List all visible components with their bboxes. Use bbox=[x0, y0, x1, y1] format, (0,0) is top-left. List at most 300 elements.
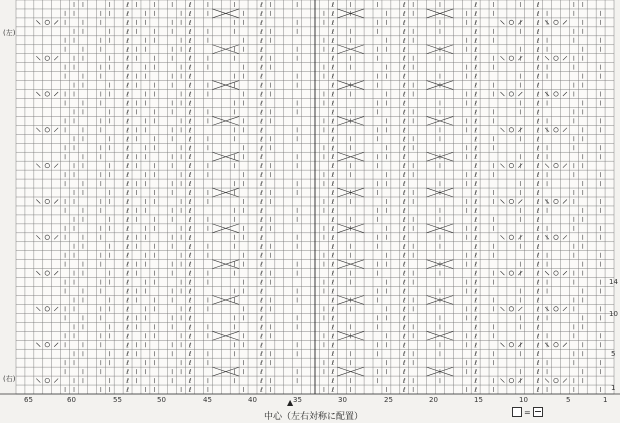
svg-text:ℓ: ℓ bbox=[536, 54, 540, 63]
svg-text:ℓ: ℓ bbox=[402, 108, 406, 117]
svg-text:ℓ: ℓ bbox=[126, 81, 129, 90]
svg-text:ℓ: ℓ bbox=[536, 242, 540, 251]
col-label-10: 10 bbox=[519, 396, 528, 404]
svg-text:ℓ: ℓ bbox=[536, 260, 540, 269]
svg-text:ℓ: ℓ bbox=[402, 189, 406, 198]
svg-text:ℓ: ℓ bbox=[126, 108, 129, 117]
svg-text:ℓ: ℓ bbox=[536, 296, 540, 305]
svg-text:ℓ: ℓ bbox=[188, 260, 192, 269]
svg-text:ℓ: ℓ bbox=[331, 368, 335, 377]
svg-text:ℓ: ℓ bbox=[331, 251, 335, 260]
corner-label-top: (左) bbox=[3, 29, 16, 37]
svg-text:ℓ: ℓ bbox=[331, 233, 335, 242]
col-label-65: 65 bbox=[24, 396, 33, 404]
svg-text:ℓ: ℓ bbox=[402, 36, 406, 45]
svg-text:ℓ: ℓ bbox=[188, 36, 192, 45]
svg-text:ℓ: ℓ bbox=[188, 90, 192, 99]
svg-text:ℓ: ℓ bbox=[126, 90, 129, 99]
svg-text:ℓ: ℓ bbox=[260, 135, 263, 144]
svg-text:ℓ: ℓ bbox=[331, 9, 335, 18]
svg-text:ℓ: ℓ bbox=[474, 9, 478, 18]
svg-text:ℓ: ℓ bbox=[536, 180, 540, 189]
svg-text:ℓ: ℓ bbox=[402, 144, 406, 153]
svg-text:ℓ: ℓ bbox=[474, 45, 478, 54]
svg-text:ℓ: ℓ bbox=[331, 323, 335, 332]
svg-text:ℓ: ℓ bbox=[402, 180, 406, 189]
svg-text:ℓ: ℓ bbox=[126, 386, 129, 395]
svg-text:ℓ: ℓ bbox=[474, 377, 478, 386]
svg-text:ℓ: ℓ bbox=[126, 153, 129, 162]
svg-text:ℓ: ℓ bbox=[126, 269, 129, 278]
svg-text:ℓ: ℓ bbox=[260, 350, 263, 359]
svg-text:ℓ: ℓ bbox=[331, 350, 335, 359]
svg-text:ℓ: ℓ bbox=[474, 242, 478, 251]
svg-text:ℓ: ℓ bbox=[126, 144, 129, 153]
svg-text:ℓ: ℓ bbox=[126, 126, 129, 135]
svg-text:ℓ: ℓ bbox=[402, 197, 406, 206]
svg-text:ℓ: ℓ bbox=[260, 278, 263, 287]
svg-text:ℓ: ℓ bbox=[260, 126, 263, 135]
svg-text:ℓ: ℓ bbox=[474, 296, 478, 305]
svg-text:ℓ: ℓ bbox=[331, 287, 335, 296]
svg-text:ℓ: ℓ bbox=[536, 368, 540, 377]
svg-text:ℓ: ℓ bbox=[402, 368, 406, 377]
svg-text:ℓ: ℓ bbox=[536, 90, 540, 99]
svg-text:ℓ: ℓ bbox=[536, 108, 540, 117]
svg-text:ℓ: ℓ bbox=[260, 287, 263, 296]
svg-text:ℓ: ℓ bbox=[331, 117, 335, 126]
svg-text:ℓ: ℓ bbox=[402, 171, 406, 180]
svg-text:ℓ: ℓ bbox=[188, 18, 192, 27]
svg-text:ℓ: ℓ bbox=[260, 197, 263, 206]
svg-text:ℓ: ℓ bbox=[260, 9, 263, 18]
svg-text:ℓ: ℓ bbox=[402, 332, 406, 341]
svg-text:ℓ: ℓ bbox=[260, 153, 263, 162]
svg-text:ℓ: ℓ bbox=[536, 350, 540, 359]
svg-text:ℓ: ℓ bbox=[474, 359, 478, 368]
svg-text:ℓ: ℓ bbox=[474, 260, 478, 269]
svg-text:ℓ: ℓ bbox=[536, 269, 540, 278]
col-label-45: 45 bbox=[203, 396, 212, 404]
svg-text:ℓ: ℓ bbox=[126, 162, 129, 171]
svg-text:ℓ: ℓ bbox=[188, 350, 192, 359]
svg-text:ℓ: ℓ bbox=[474, 99, 478, 108]
svg-text:ℓ: ℓ bbox=[331, 224, 335, 233]
svg-text:ℓ: ℓ bbox=[331, 377, 335, 386]
svg-text:ℓ: ℓ bbox=[331, 90, 335, 99]
svg-text:ℓ: ℓ bbox=[188, 189, 192, 198]
svg-text:ℓ: ℓ bbox=[188, 135, 192, 144]
svg-text:ℓ: ℓ bbox=[260, 332, 263, 341]
row-label-1: 1 bbox=[611, 384, 616, 392]
col-label-25: 25 bbox=[384, 396, 393, 404]
svg-text:ℓ: ℓ bbox=[260, 54, 263, 63]
svg-text:ℓ: ℓ bbox=[474, 305, 478, 314]
svg-text:ℓ: ℓ bbox=[474, 63, 478, 72]
svg-text:ℓ: ℓ bbox=[536, 278, 540, 287]
svg-text:ℓ: ℓ bbox=[188, 0, 192, 9]
svg-text:ℓ: ℓ bbox=[474, 153, 478, 162]
svg-text:ℓ: ℓ bbox=[536, 135, 540, 144]
svg-text:ℓ: ℓ bbox=[331, 144, 335, 153]
svg-text:ℓ: ℓ bbox=[126, 36, 129, 45]
col-label-55: 55 bbox=[113, 396, 122, 404]
svg-text:ℓ: ℓ bbox=[402, 359, 406, 368]
svg-text:ℓ: ℓ bbox=[331, 305, 335, 314]
svg-text:ℓ: ℓ bbox=[402, 269, 406, 278]
svg-text:ℓ: ℓ bbox=[260, 233, 263, 242]
svg-text:ℓ: ℓ bbox=[188, 251, 192, 260]
svg-text:ℓ: ℓ bbox=[126, 341, 129, 350]
svg-text:ℓ: ℓ bbox=[402, 377, 406, 386]
svg-text:ℓ: ℓ bbox=[536, 171, 540, 180]
svg-text:ℓ: ℓ bbox=[126, 359, 129, 368]
svg-text:ℓ: ℓ bbox=[331, 341, 335, 350]
svg-text:ℓ: ℓ bbox=[402, 9, 406, 18]
svg-text:ℓ: ℓ bbox=[188, 63, 192, 72]
svg-text:ℓ: ℓ bbox=[126, 63, 129, 72]
svg-text:ℓ: ℓ bbox=[536, 341, 540, 350]
svg-text:ℓ: ℓ bbox=[126, 45, 129, 54]
svg-text:ℓ: ℓ bbox=[260, 81, 263, 90]
blank-square-icon bbox=[512, 407, 522, 417]
purl-square-icon bbox=[533, 407, 543, 417]
svg-text:ℓ: ℓ bbox=[402, 314, 406, 323]
svg-text:ℓ: ℓ bbox=[536, 189, 540, 198]
svg-text:ℓ: ℓ bbox=[126, 314, 129, 323]
svg-text:ℓ: ℓ bbox=[536, 45, 540, 54]
svg-text:ℓ: ℓ bbox=[536, 287, 540, 296]
svg-text:ℓ: ℓ bbox=[331, 0, 335, 9]
svg-text:ℓ: ℓ bbox=[331, 332, 335, 341]
svg-text:ℓ: ℓ bbox=[331, 260, 335, 269]
svg-text:ℓ: ℓ bbox=[188, 171, 192, 180]
svg-text:ℓ: ℓ bbox=[402, 162, 406, 171]
svg-text:ℓ: ℓ bbox=[126, 27, 129, 36]
svg-text:ℓ: ℓ bbox=[188, 278, 192, 287]
svg-text:ℓ: ℓ bbox=[474, 162, 478, 171]
svg-text:ℓ: ℓ bbox=[126, 206, 129, 215]
svg-text:ℓ: ℓ bbox=[402, 260, 406, 269]
svg-text:ℓ: ℓ bbox=[331, 135, 335, 144]
svg-text:ℓ: ℓ bbox=[402, 81, 406, 90]
svg-text:ℓ: ℓ bbox=[474, 189, 478, 198]
svg-text:ℓ: ℓ bbox=[126, 18, 129, 27]
svg-text:ℓ: ℓ bbox=[474, 180, 478, 189]
svg-text:ℓ: ℓ bbox=[331, 81, 335, 90]
svg-text:ℓ: ℓ bbox=[536, 9, 540, 18]
svg-text:ℓ: ℓ bbox=[126, 251, 129, 260]
svg-text:ℓ: ℓ bbox=[331, 206, 335, 215]
svg-text:ℓ: ℓ bbox=[331, 386, 335, 395]
svg-text:ℓ: ℓ bbox=[331, 314, 335, 323]
svg-text:ℓ: ℓ bbox=[536, 314, 540, 323]
svg-text:ℓ: ℓ bbox=[474, 126, 478, 135]
svg-text:ℓ: ℓ bbox=[188, 296, 192, 305]
svg-text:ℓ: ℓ bbox=[331, 197, 335, 206]
svg-text:ℓ: ℓ bbox=[402, 0, 406, 9]
svg-text:ℓ: ℓ bbox=[536, 332, 540, 341]
svg-text:ℓ: ℓ bbox=[260, 63, 263, 72]
svg-text:ℓ: ℓ bbox=[126, 54, 129, 63]
svg-text:ℓ: ℓ bbox=[331, 27, 335, 36]
col-label-5: 5 bbox=[566, 396, 571, 404]
svg-text:ℓ: ℓ bbox=[331, 296, 335, 305]
col-label-35: 35 bbox=[293, 396, 302, 404]
svg-text:ℓ: ℓ bbox=[474, 341, 478, 350]
legend bbox=[512, 407, 543, 417]
svg-text:ℓ: ℓ bbox=[536, 99, 540, 108]
svg-text:ℓ: ℓ bbox=[402, 305, 406, 314]
svg-text:ℓ: ℓ bbox=[331, 180, 335, 189]
svg-text:ℓ: ℓ bbox=[402, 233, 406, 242]
svg-text:ℓ: ℓ bbox=[188, 197, 192, 206]
svg-text:ℓ: ℓ bbox=[536, 153, 540, 162]
svg-text:ℓ: ℓ bbox=[536, 359, 540, 368]
svg-text:ℓ: ℓ bbox=[402, 206, 406, 215]
svg-text:ℓ: ℓ bbox=[188, 144, 192, 153]
svg-text:ℓ: ℓ bbox=[536, 117, 540, 126]
svg-text:ℓ: ℓ bbox=[331, 54, 335, 63]
svg-text:ℓ: ℓ bbox=[126, 99, 129, 108]
svg-text:ℓ: ℓ bbox=[474, 215, 478, 224]
svg-text:ℓ: ℓ bbox=[188, 224, 192, 233]
svg-text:ℓ: ℓ bbox=[260, 99, 263, 108]
svg-text:ℓ: ℓ bbox=[260, 368, 263, 377]
svg-text:ℓ: ℓ bbox=[331, 99, 335, 108]
svg-text:ℓ: ℓ bbox=[260, 242, 263, 251]
svg-text:ℓ: ℓ bbox=[188, 386, 192, 395]
svg-text:ℓ: ℓ bbox=[188, 305, 192, 314]
svg-text:ℓ: ℓ bbox=[536, 323, 540, 332]
svg-text:ℓ: ℓ bbox=[402, 27, 406, 36]
svg-text:ℓ: ℓ bbox=[260, 90, 263, 99]
svg-text:ℓ: ℓ bbox=[474, 278, 478, 287]
svg-text:ℓ: ℓ bbox=[474, 368, 478, 377]
svg-text:ℓ: ℓ bbox=[188, 117, 192, 126]
svg-text:ℓ: ℓ bbox=[474, 233, 478, 242]
col-label-20: 20 bbox=[429, 396, 438, 404]
svg-text:ℓ: ℓ bbox=[474, 81, 478, 90]
svg-text:ℓ: ℓ bbox=[188, 45, 192, 54]
svg-text:ℓ: ℓ bbox=[260, 341, 263, 350]
svg-text:ℓ: ℓ bbox=[188, 180, 192, 189]
svg-text:ℓ: ℓ bbox=[402, 341, 406, 350]
svg-text:ℓ: ℓ bbox=[536, 27, 540, 36]
svg-text:ℓ: ℓ bbox=[260, 215, 263, 224]
legend-equals: = bbox=[524, 407, 531, 417]
svg-text:ℓ: ℓ bbox=[188, 126, 192, 135]
center-caption: 中心（左右対称に配置） bbox=[264, 412, 364, 422]
svg-text:ℓ: ℓ bbox=[402, 117, 406, 126]
svg-text:ℓ: ℓ bbox=[536, 36, 540, 45]
svg-text:ℓ: ℓ bbox=[536, 162, 540, 171]
svg-text:ℓ: ℓ bbox=[474, 287, 478, 296]
svg-text:ℓ: ℓ bbox=[188, 368, 192, 377]
svg-text:ℓ: ℓ bbox=[474, 0, 478, 9]
svg-text:ℓ: ℓ bbox=[260, 314, 263, 323]
col-label-60: 60 bbox=[67, 396, 76, 404]
svg-text:ℓ: ℓ bbox=[402, 350, 406, 359]
svg-text:ℓ: ℓ bbox=[126, 332, 129, 341]
svg-text:ℓ: ℓ bbox=[260, 296, 263, 305]
svg-text:ℓ: ℓ bbox=[188, 215, 192, 224]
svg-text:ℓ: ℓ bbox=[331, 278, 335, 287]
svg-text:ℓ: ℓ bbox=[126, 171, 129, 180]
svg-text:ℓ: ℓ bbox=[474, 18, 478, 27]
svg-text:ℓ: ℓ bbox=[402, 45, 406, 54]
svg-text:ℓ: ℓ bbox=[188, 108, 192, 117]
svg-text:ℓ: ℓ bbox=[402, 135, 406, 144]
svg-text:ℓ: ℓ bbox=[474, 72, 478, 81]
svg-text:ℓ: ℓ bbox=[260, 36, 263, 45]
svg-text:ℓ: ℓ bbox=[260, 305, 263, 314]
svg-text:ℓ: ℓ bbox=[474, 269, 478, 278]
svg-text:ℓ: ℓ bbox=[188, 269, 192, 278]
svg-text:ℓ: ℓ bbox=[126, 350, 129, 359]
svg-text:ℓ: ℓ bbox=[260, 18, 263, 27]
svg-text:ℓ: ℓ bbox=[188, 287, 192, 296]
col-label-30: 30 bbox=[338, 396, 347, 404]
svg-text:ℓ: ℓ bbox=[331, 126, 335, 135]
svg-text:ℓ: ℓ bbox=[260, 144, 263, 153]
svg-text:ℓ: ℓ bbox=[536, 251, 540, 260]
col-label-15: 15 bbox=[474, 396, 483, 404]
svg-text:ℓ: ℓ bbox=[474, 27, 478, 36]
svg-text:ℓ: ℓ bbox=[402, 242, 406, 251]
svg-text:ℓ: ℓ bbox=[536, 233, 540, 242]
svg-text:ℓ: ℓ bbox=[474, 108, 478, 117]
svg-text:ℓ: ℓ bbox=[331, 242, 335, 251]
svg-text:ℓ: ℓ bbox=[260, 377, 263, 386]
svg-text:ℓ: ℓ bbox=[188, 99, 192, 108]
svg-text:ℓ: ℓ bbox=[331, 171, 335, 180]
svg-text:ℓ: ℓ bbox=[536, 126, 540, 135]
svg-text:ℓ: ℓ bbox=[331, 36, 335, 45]
svg-text:ℓ: ℓ bbox=[402, 215, 406, 224]
svg-text:ℓ: ℓ bbox=[402, 90, 406, 99]
svg-text:ℓ: ℓ bbox=[402, 323, 406, 332]
svg-text:ℓ: ℓ bbox=[402, 72, 406, 81]
svg-text:ℓ: ℓ bbox=[260, 269, 263, 278]
svg-text:ℓ: ℓ bbox=[126, 224, 129, 233]
svg-text:ℓ: ℓ bbox=[126, 296, 129, 305]
svg-text:ℓ: ℓ bbox=[126, 180, 129, 189]
col-label-40: 40 bbox=[248, 396, 257, 404]
center-marker-icon: ▲ bbox=[287, 398, 294, 407]
svg-text:ℓ: ℓ bbox=[126, 215, 129, 224]
svg-text:ℓ: ℓ bbox=[188, 81, 192, 90]
svg-text:ℓ: ℓ bbox=[474, 332, 478, 341]
svg-text:ℓ: ℓ bbox=[260, 189, 263, 198]
svg-text:ℓ: ℓ bbox=[474, 135, 478, 144]
svg-text:ℓ: ℓ bbox=[474, 117, 478, 126]
svg-text:ℓ: ℓ bbox=[474, 251, 478, 260]
svg-text:ℓ: ℓ bbox=[536, 386, 540, 395]
svg-text:ℓ: ℓ bbox=[126, 323, 129, 332]
svg-text:ℓ: ℓ bbox=[126, 377, 129, 386]
svg-text:ℓ: ℓ bbox=[260, 386, 263, 395]
svg-text:ℓ: ℓ bbox=[188, 206, 192, 215]
svg-text:ℓ: ℓ bbox=[402, 18, 406, 27]
svg-text:ℓ: ℓ bbox=[536, 63, 540, 72]
svg-text:ℓ: ℓ bbox=[402, 251, 406, 260]
svg-text:ℓ: ℓ bbox=[126, 305, 129, 314]
row-label-14: 14 bbox=[609, 278, 618, 286]
svg-text:ℓ: ℓ bbox=[474, 54, 478, 63]
svg-text:ℓ: ℓ bbox=[260, 108, 263, 117]
row-label-5: 5 bbox=[611, 350, 616, 358]
svg-text:ℓ: ℓ bbox=[260, 206, 263, 215]
col-label-1: 1 bbox=[603, 396, 608, 404]
svg-text:ℓ: ℓ bbox=[260, 72, 263, 81]
svg-text:ℓ: ℓ bbox=[402, 63, 406, 72]
svg-text:ℓ: ℓ bbox=[536, 18, 540, 27]
svg-text:ℓ: ℓ bbox=[188, 332, 192, 341]
svg-text:ℓ: ℓ bbox=[126, 135, 129, 144]
svg-text:ℓ: ℓ bbox=[331, 162, 335, 171]
svg-text:ℓ: ℓ bbox=[188, 153, 192, 162]
svg-text:ℓ: ℓ bbox=[260, 171, 263, 180]
svg-text:ℓ: ℓ bbox=[126, 233, 129, 242]
svg-text:ℓ: ℓ bbox=[331, 108, 335, 117]
svg-text:ℓ: ℓ bbox=[331, 72, 335, 81]
svg-text:ℓ: ℓ bbox=[402, 54, 406, 63]
svg-text:ℓ: ℓ bbox=[126, 72, 129, 81]
svg-text:ℓ: ℓ bbox=[331, 359, 335, 368]
col-label-50: 50 bbox=[157, 396, 166, 404]
svg-text:ℓ: ℓ bbox=[126, 0, 129, 9]
svg-text:ℓ: ℓ bbox=[126, 287, 129, 296]
svg-text:ℓ: ℓ bbox=[474, 36, 478, 45]
svg-text:ℓ: ℓ bbox=[126, 242, 129, 251]
svg-text:ℓ: ℓ bbox=[260, 117, 263, 126]
svg-text:ℓ: ℓ bbox=[126, 278, 129, 287]
svg-text:ℓ: ℓ bbox=[260, 180, 263, 189]
svg-text:ℓ: ℓ bbox=[126, 117, 129, 126]
svg-text:ℓ: ℓ bbox=[474, 171, 478, 180]
svg-text:ℓ: ℓ bbox=[536, 224, 540, 233]
svg-text:ℓ: ℓ bbox=[474, 323, 478, 332]
svg-text:ℓ: ℓ bbox=[536, 197, 540, 206]
svg-text:ℓ: ℓ bbox=[474, 314, 478, 323]
svg-text:ℓ: ℓ bbox=[402, 99, 406, 108]
svg-text:ℓ: ℓ bbox=[126, 197, 129, 206]
row-label-10: 10 bbox=[609, 310, 618, 318]
svg-text:ℓ: ℓ bbox=[331, 18, 335, 27]
svg-text:ℓ: ℓ bbox=[536, 72, 540, 81]
svg-text:ℓ: ℓ bbox=[474, 350, 478, 359]
svg-text:ℓ: ℓ bbox=[331, 63, 335, 72]
svg-text:ℓ: ℓ bbox=[260, 359, 263, 368]
svg-text:ℓ: ℓ bbox=[260, 224, 263, 233]
svg-text:ℓ: ℓ bbox=[536, 81, 540, 90]
svg-text:ℓ: ℓ bbox=[536, 305, 540, 314]
svg-text:ℓ: ℓ bbox=[260, 251, 263, 260]
svg-text:ℓ: ℓ bbox=[331, 153, 335, 162]
corner-label-bottom: (右) bbox=[3, 375, 16, 383]
svg-text:ℓ: ℓ bbox=[536, 206, 540, 215]
svg-text:ℓ: ℓ bbox=[126, 189, 129, 198]
svg-text:ℓ: ℓ bbox=[188, 314, 192, 323]
svg-text:ℓ: ℓ bbox=[474, 90, 478, 99]
svg-text:ℓ: ℓ bbox=[188, 54, 192, 63]
svg-text:ℓ: ℓ bbox=[260, 45, 263, 54]
svg-text:ℓ: ℓ bbox=[402, 287, 406, 296]
svg-text:ℓ: ℓ bbox=[474, 224, 478, 233]
svg-text:ℓ: ℓ bbox=[126, 260, 129, 269]
svg-text:ℓ: ℓ bbox=[188, 9, 192, 18]
